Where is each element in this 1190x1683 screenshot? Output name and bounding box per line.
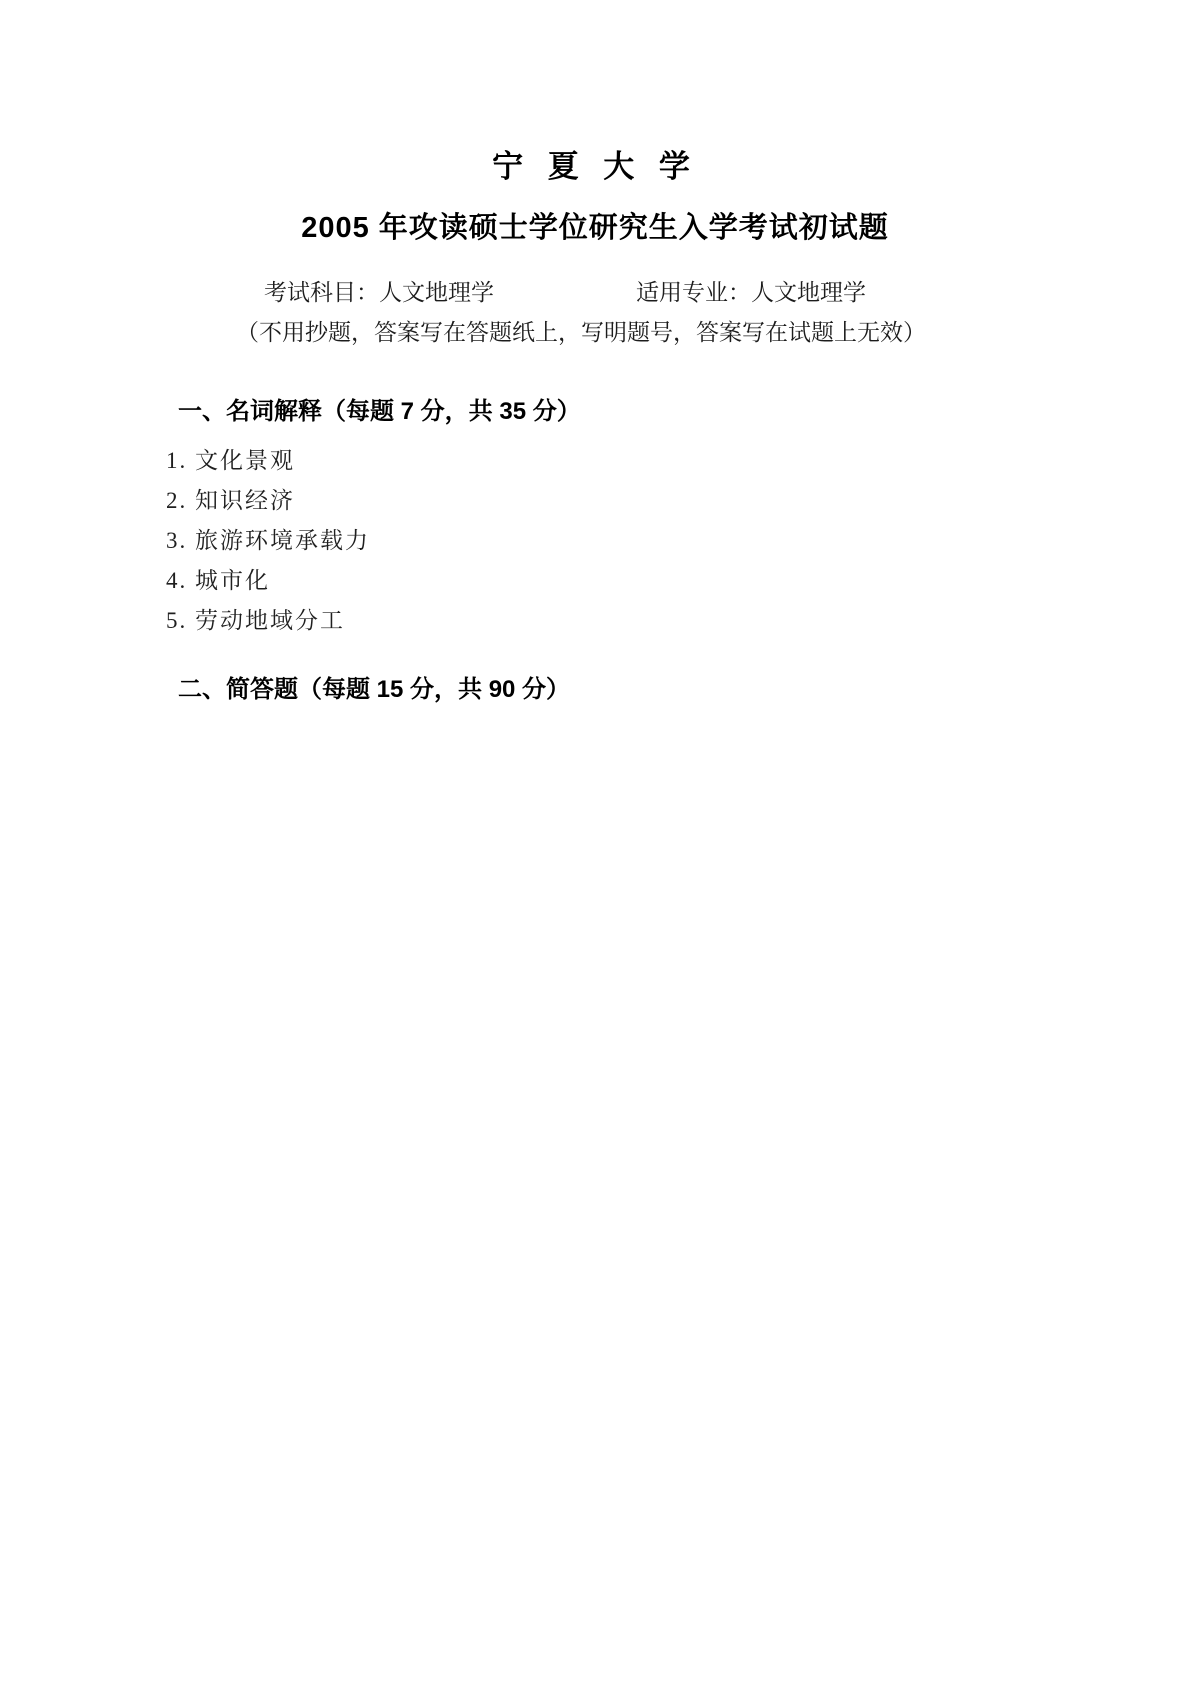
question-item: 1. 文化景观 xyxy=(166,448,295,473)
section-short-answer xyxy=(166,675,1190,705)
applicable-major-label: 适用专业：人文地理学 xyxy=(636,280,866,305)
question-item: 4. 城市化 xyxy=(166,568,270,593)
section-one-heading: 一、名词解释（每题 7 分，共 35 分） xyxy=(178,398,581,425)
exam-title: 2005 年攻读硕士学位研究生入学考试初试题 xyxy=(301,212,889,244)
question-item: 3. 旅游环境承载力 xyxy=(166,528,370,553)
university-title: 宁 夏 大 学 xyxy=(492,149,698,184)
instruction-note: （不用抄题，答案写在答题纸上，写明题号，答案写在试题上无效） xyxy=(236,320,926,345)
exam-info-row xyxy=(264,280,1190,306)
section-two-heading: 二、简答题（每题 15 分，共 90 分） xyxy=(178,676,571,703)
section-term-explanation xyxy=(166,397,1190,641)
exam-subject-label: 考试科目：人文地理学 xyxy=(264,280,494,305)
section-one-question-list xyxy=(166,441,1190,641)
question-item: 5. 劳动地域分工 xyxy=(166,608,345,633)
question-item: 2. 知识经济 xyxy=(166,488,295,513)
